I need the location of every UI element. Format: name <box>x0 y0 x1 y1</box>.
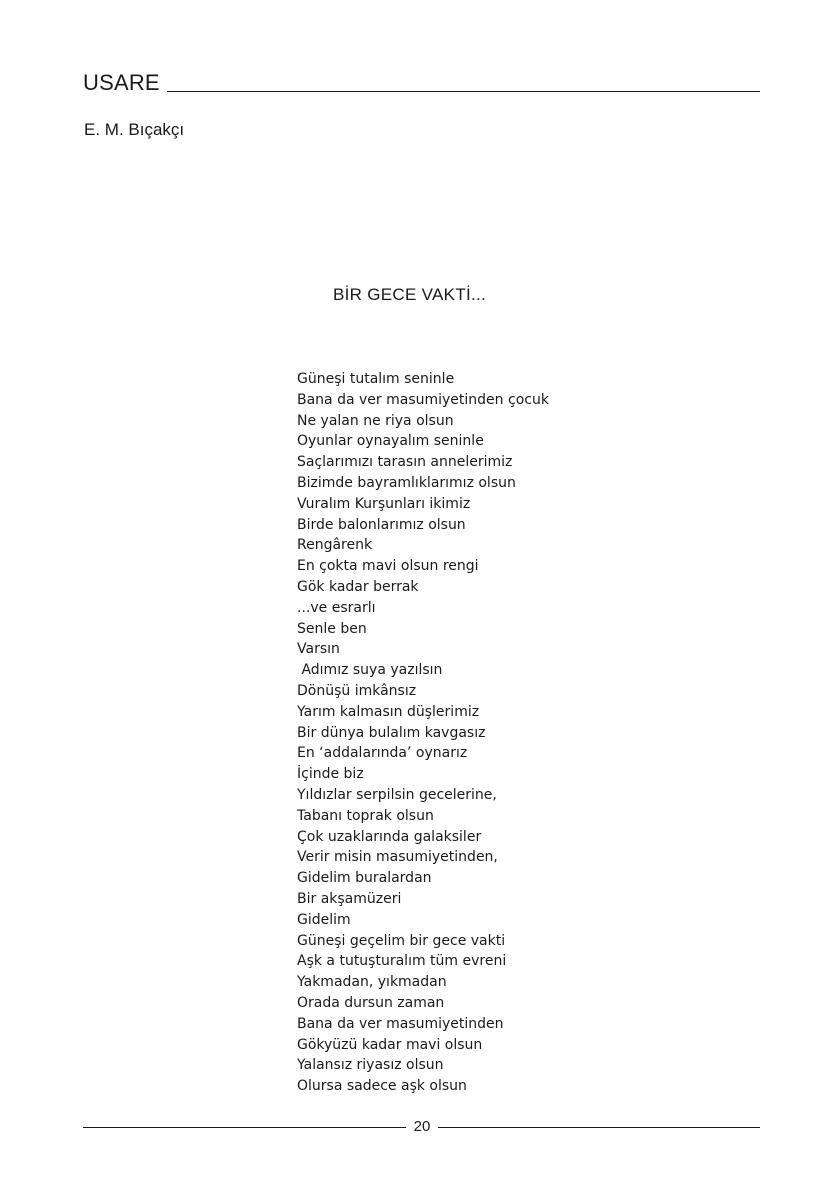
poem-line: Gidelim buralardan <box>297 870 432 887</box>
poem-line: Varsın <box>297 641 340 658</box>
poem-line: En çokta mavi olsun rengi <box>297 558 479 575</box>
poem-line: ...ve esrarlı <box>297 599 376 616</box>
poem-line: Ne yalan ne riya olsun <box>297 412 454 429</box>
poem-line: Orada dursun zaman <box>297 994 445 1011</box>
poem-line: Vuralım Kurşunları ikimiz <box>297 495 471 512</box>
poem-line: Tabanı toprak olsun <box>297 807 434 824</box>
poem-line: En ‘addalarında’ oynarız <box>297 745 468 762</box>
poem-line: Adımız suya yazılsın <box>297 662 443 679</box>
poem-line: Oyunlar oynayalım seninle <box>297 433 484 450</box>
poem-line: Saçlarımızı tarasın annelerimiz <box>297 454 513 471</box>
header-rule <box>167 91 760 92</box>
poem-line: Gidelim <box>297 911 351 928</box>
poem-line: Çok uzaklarında galaksiler <box>297 828 482 845</box>
poem-line: Birde balonlarımız olsun <box>297 516 466 533</box>
poem-title: BİR GECE VAKTİ... <box>333 285 487 304</box>
poem-line: Aşk a tutuşturalım tüm evreni <box>297 953 507 970</box>
poem-line: Bizimde bayramlıklarımız olsun <box>297 474 516 491</box>
poem-line: Bana da ver masumiyetinden çocuk <box>297 391 549 408</box>
footer-rule-right <box>438 1127 760 1128</box>
poem-body <box>297 369 549 1097</box>
poem-line: Yarım kalmasın düşlerimiz <box>297 703 480 720</box>
poem-line: Gök kadar berrak <box>297 578 419 595</box>
poem-line: Bir dünya bulalım kavgasız <box>297 724 486 741</box>
poem-line: Dönüşü imkânsız <box>297 682 417 699</box>
poem-line: Bir akşamüzeri <box>297 890 402 907</box>
poem-line: Gökyüzü kadar mavi olsun <box>297 1036 483 1053</box>
poem-line: Bana da ver masumiyetinden <box>297 1015 504 1032</box>
poem-line: Yıldızlar serpilsin gecelerine, <box>297 786 497 803</box>
poem-line: Yalansız riyasız olsun <box>297 1057 444 1074</box>
poem-line: İçinde biz <box>297 766 364 783</box>
poem-line: Senle ben <box>297 620 367 637</box>
poem-line: Olursa sadece aşk olsun <box>297 1078 467 1095</box>
journal-name: USARE <box>83 70 160 95</box>
poem-line: Güneşi tutalım seninle <box>297 371 455 387</box>
poem-line: Verir misin masumiyetinden, <box>297 849 498 866</box>
poem-line: Rengârenk <box>297 537 373 554</box>
footer-rule-left <box>83 1127 406 1128</box>
page-number: 20 <box>413 1118 431 1135</box>
poem-line: Güneşi geçelim bir gece vakti <box>297 932 506 949</box>
poem-line: Yakmadan, yıkmadan <box>297 974 447 991</box>
author-name: E. M. Bıçakçı <box>84 120 185 139</box>
page-footer <box>83 1116 760 1138</box>
running-header <box>83 70 760 96</box>
